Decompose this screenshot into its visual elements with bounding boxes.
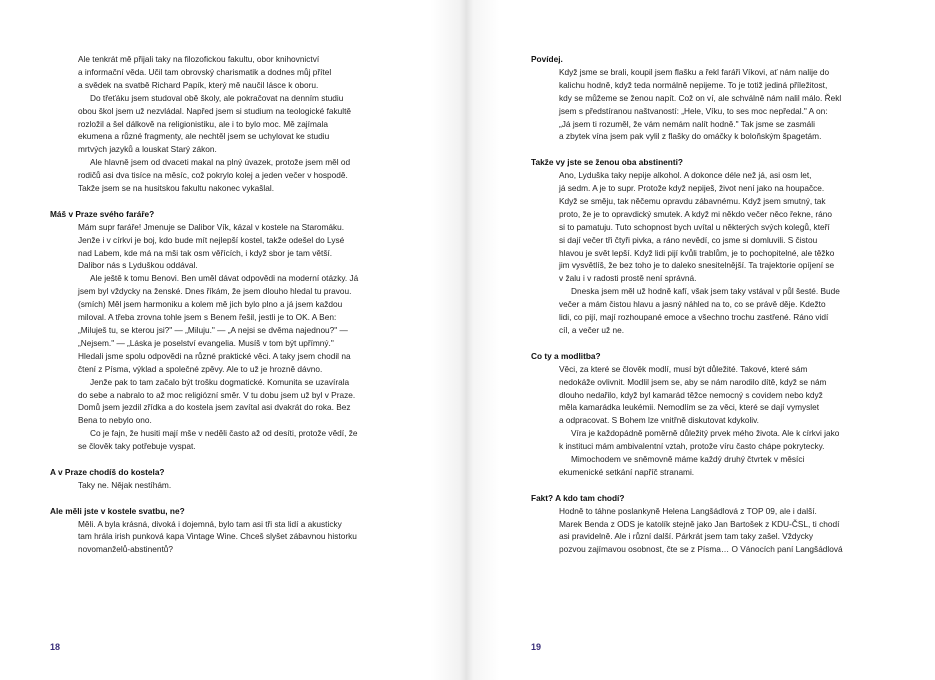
text-line: k instituci mám ambivalentní vztah, protože víru často chápe pokrytecky. <box>559 441 825 452</box>
answer-paragraph <box>50 92 405 157</box>
text-line: Do třeťáku jsem studoval obě školy, ale pokračovat na denním studiu <box>90 92 344 103</box>
text-line: čtení z Písma, výklad a společné zpěvy. Ale to už je hrozně dávno. <box>78 363 323 374</box>
text-line: rozložil a šel dálkově na religionistiku, ale i to bylo moc. Mě zajímala <box>78 118 328 129</box>
text-line: já sedm. A je to supr. Protože když nepiješ, život není jako na houpačce. <box>559 183 825 194</box>
page-number-left: 18 <box>50 642 61 652</box>
text-line: Ale tenkrát mě přijali taky na filozofickou fakultu, obor knihovnictví <box>78 54 320 64</box>
text-line: Marek Benda z ODS je katolík stejně jako Jan Bartošek z KDU-ČSL, ti chodí <box>559 518 840 529</box>
interview-question: Co ty a modlitba? <box>531 350 601 361</box>
text-line: jsem byl vždycky na ženské. Dnes říkám, že jsem dlouho hledal tu pravou. <box>78 286 352 297</box>
answer-paragraph <box>50 376 405 428</box>
text-line: Co je fajn, že husiti mají mše v neděli často až od desíti, protože vědí, že <box>90 428 358 439</box>
text-line: a svědek na svatbě Richard Papík, který mě naučil lásce k oboru. <box>78 79 319 90</box>
paragraph-gap <box>50 492 405 505</box>
text-line: hlavou je svět lepší. Když lidi pijí kvůli trablům, je to pochopitelné, ale těžko <box>559 247 835 258</box>
text-line: si dají večer tři čtyři pivka, a ráno nevědí, co jsme si domluvili. S čistou <box>559 234 818 245</box>
text-line: a zbytek vína jsem pak vylil z flašky do omáčky k boloňským špagetám. <box>559 131 822 142</box>
text-line: měla kamarádka leukémii. Nemodlím se za věci, které se dají vymyslet <box>559 402 820 413</box>
text-line: Věci, za které se člověk modlí, musí být důležité. Takové, které sám <box>559 363 808 374</box>
text-line: do sebe a nabralo to až moc religiózní směr. V tu dobu jsem už byl v Praze. <box>78 389 356 400</box>
text-line: v žalu i v radosti prostě není správná. <box>559 273 697 284</box>
answer-paragraph <box>50 221 405 273</box>
answer-paragraph <box>50 156 405 195</box>
text-line: Ano, Lyduška taky nepije alkohol. A dokonce déle než já, asi osm let, <box>559 170 812 181</box>
answer-paragraph <box>531 169 886 285</box>
text-line: Když jsme se brali, koupil jsem flašku a řekl faráři Víkovi, ať nám nalije do <box>559 66 830 77</box>
text-line: lidi, co pijí, mají rozhoupané emoce a všechno trochu zastřené. Ráno vidí <box>559 312 829 323</box>
left-page <box>0 0 467 680</box>
text-line: „Miluješ tu, se kterou jsi?" — „Miluju." — „A nejsi se dvěma najednou?" — <box>78 325 348 336</box>
text-line: kalichu hodně, když teda normálně nepijeme. To je totiž jediná příležitost, <box>559 79 828 90</box>
text-line: Víra je každopádně poměrně důležitý prvek mého života. Ale k církvi jako <box>571 428 840 439</box>
text-line: novomanželů-abstinentů? <box>78 544 174 555</box>
answer-paragraph <box>531 363 886 428</box>
text-line: Když se směju, tak něčemu opravdu zábavnému. Když jsem smutný, tak <box>559 195 826 206</box>
text-line: pozvou zajímavou osobnost, čte se z Písma… O Vánocích paní Langšádlová <box>559 544 843 555</box>
interview-question: Fakt? A kdo tam chodí? <box>531 492 625 503</box>
text-line: kdy se můžeme se ženou napít. Což on ví, ale schválně nám nalil málo. Řekl <box>559 92 842 103</box>
text-line: Mimochodem ve sněmovně máme každý druhý čtvrtek v měsíci <box>571 454 805 465</box>
paragraph-gap <box>531 337 886 350</box>
text-line: Měli. A byla krásná, divoká i dojemná, bylo tam asi tři sta lidí a akusticky <box>78 518 342 529</box>
text-line: Hodně to táhne poslankyně Helena Langšádlová z TOP 09, ale i další. <box>559 505 817 516</box>
paragraph-gap <box>50 453 405 466</box>
text-line: proto, že je to opravdický smutek. A když mi někdo večer něco řekne, ráno <box>559 208 833 219</box>
right-text-column <box>531 53 886 556</box>
text-line: (smích) Měl jsem harmoniku a kolem mě jich bylo plno a já jsem každou <box>78 299 343 310</box>
text-line: Taky ne. Nějak nestíhám. <box>78 479 172 490</box>
text-line: dlouho nedařilo, když byl kamarád těžce nemocný s covidem nebo když <box>559 389 823 400</box>
page-number-right: 19 <box>531 642 542 652</box>
text-line: rodičů asi dva tisíce na měsíc, což pokrylo kolej a jeden večer v hospodě. <box>78 170 348 181</box>
interview-question: Ale měli jste v kostele svatbu, ne? <box>50 505 185 516</box>
answer-paragraph <box>50 518 405 557</box>
answer-paragraph <box>531 427 886 453</box>
answer-paragraph <box>531 285 886 337</box>
text-line: jsem s předstíranou naštvaností: „Hele, Víku, to ses moc nepředal." A on: <box>559 105 828 116</box>
paragraph-gap <box>531 143 886 156</box>
text-line: tam hrála irish punková kapa Vintage Wine. Chceš slyšet zábavnou historku <box>78 531 357 542</box>
left-text-column <box>50 53 405 556</box>
answer-paragraph <box>50 53 405 92</box>
text-line: Hledali jsme spolu odpovědi na různé praktické věci. A taky jsem chodil na <box>78 350 351 361</box>
text-line: Takže jsem se na husitskou fakultu nakonec vykašlal. <box>78 183 274 194</box>
text-line: Bena to nebylo ono. <box>78 415 152 426</box>
text-line: Jenže i v církvi je boj, kdo bude mít nejlepší kostel, takže odešel do Lysé <box>78 234 345 245</box>
text-line: a informační věda. Učil tam obrovský charismatik a dodnes můj přítel <box>78 66 332 77</box>
text-line: „Nejsem." — „Láska je poselství evangelia. Musíš v tom být upřímný." <box>78 337 334 348</box>
text-line: mrtvých jazyků a louskat Starý zákon. <box>78 144 217 155</box>
text-line: miloval. A třeba zrovna tohle jsem s Benem řešil, jestli je to OK. A Ben: <box>78 312 337 323</box>
paragraph-gap <box>531 479 886 492</box>
interview-question: Máš v Praze svého faráře? <box>50 208 155 219</box>
text-line: asi pravidelně. Ale i různí další. Párkrát jsem tam taky zašel. Vždycky <box>559 531 814 542</box>
text-line: ekumena a různé fragmenty, ale nechtěl jsem se uchylovat ke studiu <box>78 131 330 142</box>
text-line: se člověk taky potřebuje vyspat. <box>78 441 196 452</box>
answer-paragraph <box>50 272 405 375</box>
text-line: Mám supr faráře! Jmenuje se Dalibor Vík, kázal v kostele na Staromáku. <box>78 221 345 232</box>
text-line: ekumenické setkání napříč stranami. <box>559 466 695 477</box>
text-line: jim vysvětlíš, že bez toho je to daleko snesitelnější. Ta trajektorie opíjení se <box>559 260 835 271</box>
paragraph-gap <box>50 195 405 208</box>
text-line: a odpracovat. S Bohem lze vnitřně diskutovat kdykoliv. <box>559 415 759 426</box>
text-line: cíl, a večer už ne. <box>559 325 625 336</box>
text-line: Dneska jsem měl už hodně kafí, však jsem taky vstával v půl šesté. Bude <box>571 286 840 297</box>
text-line: si to pamatuju. Tuto schopnost bych uvítal u některých svých kolegů, kteří <box>559 221 830 232</box>
text-line: Dalibor nás s Lyduškou oddával. <box>78 260 198 271</box>
text-line: večer a mám čistou hlavu a jasný náhled na to, co se právě děje. Kdežto <box>559 299 826 310</box>
interview-question: Takže vy jste se ženou oba abstinenti? <box>531 157 683 168</box>
text-line: Domů jsem jezdil zřídka a do kostela jsem zavítal asi dvakrát do roka. Bez <box>78 402 351 413</box>
answer-paragraph <box>531 505 886 557</box>
interview-question: A v Praze chodíš do kostela? <box>50 466 165 477</box>
text-line: Jenže pak to tam začalo být trošku dogmatické. Komunita se uzavírala <box>90 376 350 387</box>
text-line: Ale hlavně jsem od dvaceti makal na plný úvazek, protože jsem měl od <box>90 157 351 168</box>
text-line: obou škol jsem už nezvládal. Napřed jsem si studium na teologické fakultě <box>78 105 352 116</box>
text-line: „Já jsem ti rozuměl, že vám nemám nalít hodně." Tak jsme se zasmáli <box>559 118 815 129</box>
text-line: nedokáže ovlivnit. Modlil jsem se, aby se nám narodilo dítě, když se nám <box>559 376 827 387</box>
text-line: nad Labem, kde má na mši tak osm věřících, i když sbor je tam větší. <box>78 247 333 258</box>
interview-question: Povídej. <box>531 54 563 64</box>
answer-paragraph <box>531 66 886 143</box>
answer-paragraph <box>50 479 405 492</box>
answer-paragraph <box>50 427 405 453</box>
answer-paragraph <box>531 453 886 479</box>
text-line: Ale ještě k tomu Benovi. Ben uměl dávat odpovědi na moderní otázky. Já <box>90 273 359 284</box>
right-page <box>467 0 934 680</box>
